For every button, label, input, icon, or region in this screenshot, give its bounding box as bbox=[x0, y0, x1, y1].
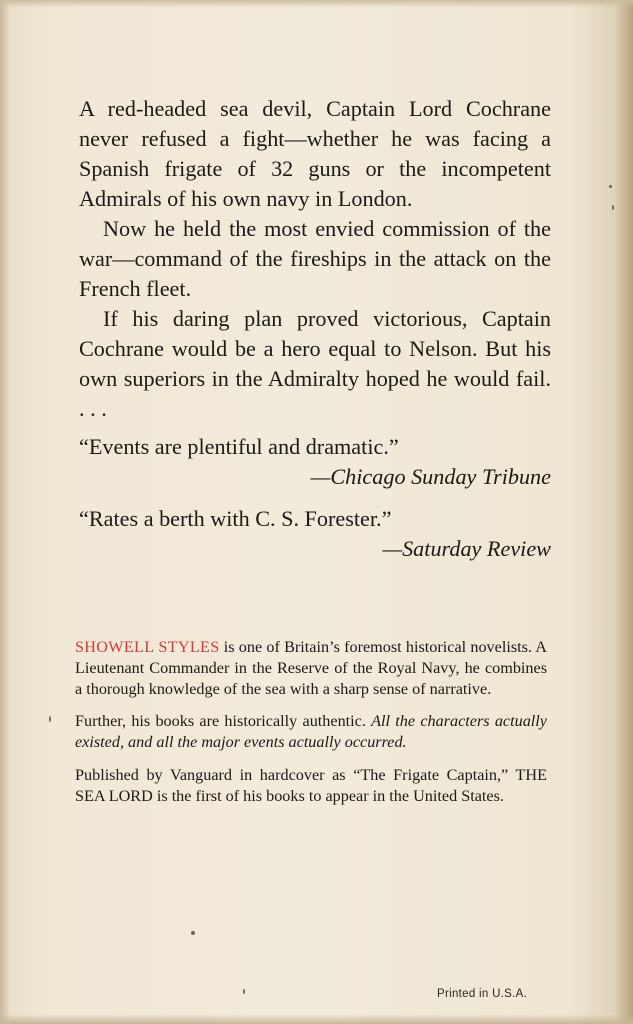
review-quote-1 bbox=[79, 432, 551, 492]
author-bio bbox=[75, 637, 547, 819]
paper-speck bbox=[612, 205, 614, 210]
printed-in-label: Printed in U.S.A. bbox=[437, 988, 528, 1000]
authenticity-italic-text: All the characters actually existed, and all the major events actually occurred. bbox=[75, 712, 547, 752]
paper-speck bbox=[243, 989, 245, 994]
author-bio-text: is one of Britain’s foremost historical novelists. A Lieutenant Commander in the Reserve of the Royal Navy, he combines a thorough knowledge of the sea with a sharp sense of narrative. bbox=[75, 638, 547, 698]
review-quote-source: —Chicago Sunday Tribune bbox=[310, 464, 551, 489]
paper-edge-right bbox=[615, 0, 633, 1024]
paper-edge-top bbox=[0, 0, 633, 8]
cover-blurb bbox=[79, 94, 551, 564]
author-bio-paragraph-3: Published by Vanguard in hardcover as “The Frigate Captain,” THE SEA LORD is the first of his books to appear in the United States. bbox=[75, 765, 547, 805]
blurb-paragraph-3: If his daring plan proved victorious, Captain Cochrane would be a hero equal to Nelson. But his own superiors in the Admiralty hoped he would fail. . . . bbox=[79, 306, 551, 421]
paper-speck bbox=[609, 185, 612, 188]
authenticity-text: Further, his books are historically authentic. bbox=[75, 712, 372, 731]
author-name: SHOWELL STYLES bbox=[75, 638, 220, 656]
paper-speck bbox=[49, 716, 51, 722]
paper-edge-bottom bbox=[0, 1014, 633, 1024]
blurb-paragraph-1: A red-headed sea devil, Captain Lord Cochrane never refused a fight—whether he was facing a Spanish frigate of 32 guns or the incompetent Admirals of his own navy in London. bbox=[79, 96, 551, 211]
review-quote-text: “Events are plentiful and dramatic.” bbox=[79, 434, 399, 459]
review-quote-text: “Rates a berth with C. S. Forester.” bbox=[79, 506, 392, 531]
author-bio-paragraph-1 bbox=[75, 637, 547, 699]
review-quote-2 bbox=[79, 504, 551, 564]
blurb-paragraph-2: Now he held the most envied commission of the war—command of the fireships in the attack on the French fleet. bbox=[79, 216, 551, 301]
paper-speck bbox=[191, 931, 195, 935]
author-bio-paragraph-2 bbox=[75, 711, 547, 753]
review-quote-source: —Saturday Review bbox=[382, 536, 551, 561]
paper-edge-left bbox=[0, 0, 10, 1024]
